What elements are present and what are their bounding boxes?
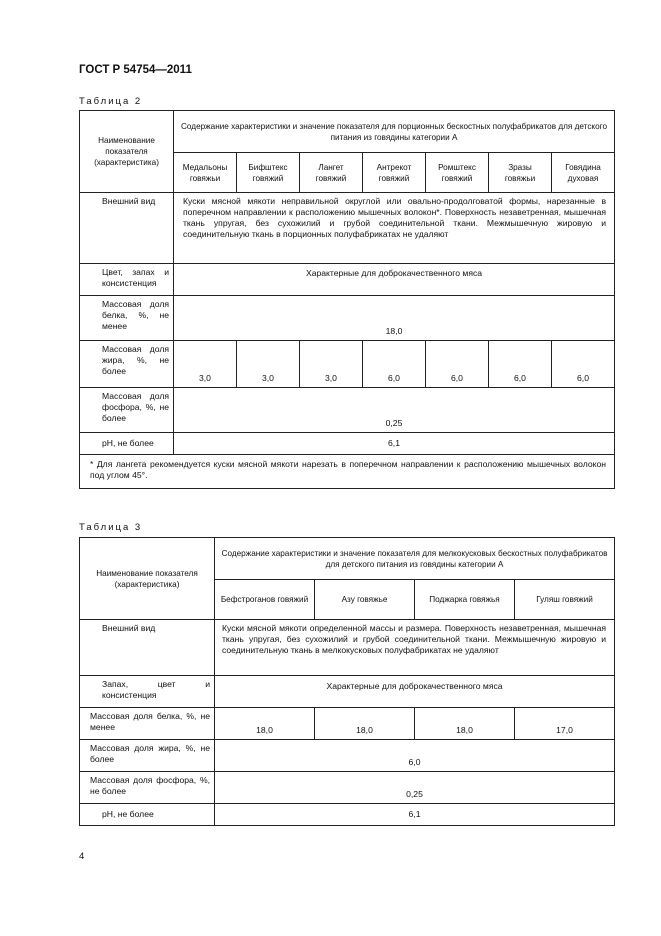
t3-product-header: Поджарка говяжья	[415, 580, 515, 620]
t3-phosphorus-value: 0,25	[215, 772, 615, 804]
t2-product-header: Ромштекс говяжий	[426, 153, 489, 193]
t3-row-label: Массовая доля фосфора, %, не более	[80, 772, 215, 804]
t2-product-header: Лангет говяжий	[300, 153, 363, 193]
t2-product-header: Бифштекс говяжий	[237, 153, 300, 193]
t2-protein-value: 18,0	[174, 296, 615, 341]
t2-fat-value: 6,0	[489, 341, 552, 388]
t3-row-label: Массовая доля белка, %, не менее	[80, 708, 215, 740]
t2-fat-value: 6,0	[552, 341, 615, 388]
t3-indicator-header: Наименование показателя (характеристика)	[80, 538, 215, 620]
table-2	[79, 110, 615, 489]
t2-ph-value: 6,1	[174, 433, 615, 455]
t3-product-header: Бефстроганов говяжий	[215, 580, 315, 620]
t2-footnote: * Для лангета рекомендуется куски мясной мякоти нарезать в поперечном направлении к расположению мышечных волокон под углом 45°.	[80, 455, 615, 489]
t2-product-header: Зразы говяжьи	[489, 153, 552, 193]
t3-row-label: рН, не более	[80, 804, 215, 826]
t2-group-header: Содержание характеристики и значение показателя для порционных бескостных полуфабрикатов для детского питания из говядины категории А	[174, 111, 615, 153]
t2-row-label: Массовая доля фосфора, %, не более	[80, 388, 174, 433]
t3-row-label: Массовая доля жира, %, не более	[80, 740, 215, 772]
t2-indicator-header: Наименование показателя (характеристика)	[80, 111, 174, 193]
t2-product-header: Медальоны говяжьи	[174, 153, 237, 193]
t2-product-header: Говядина духовая	[552, 153, 615, 193]
t3-product-header: Азу говяжье	[315, 580, 415, 620]
t2-row-label: Массовая доля белка, %, не менее	[80, 296, 174, 341]
t3-protein-value: 17,0	[515, 708, 615, 740]
table2-caption: Таблица 2	[79, 96, 143, 107]
table3-caption: Таблица 3	[79, 522, 143, 533]
t3-row-label: Запах, цвет и консистенция	[80, 676, 215, 708]
t2-fat-value: 3,0	[237, 341, 300, 388]
t3-group-header: Содержание характеристики и значение показателя для мелкокусковых бескостных полуфабрикатов для детского питания из говядины категории А	[215, 538, 615, 580]
t2-fat-value: 3,0	[174, 341, 237, 388]
t2-row-label: рН, не более	[80, 433, 174, 455]
t3-row-label: Внешний вид	[80, 620, 215, 676]
t2-product-header: Антрекот говяжий	[363, 153, 426, 193]
t2-fat-value: 6,0	[363, 341, 426, 388]
t2-color-value: Характерные для доброкачественного мяса	[174, 264, 615, 296]
document-code: ГОСТ Р 54754—2011	[79, 64, 192, 76]
t2-row-label: Массовая доля жира, %, не более	[80, 341, 174, 388]
t2-row-label: Цвет, запах и консистенция	[80, 264, 174, 296]
t3-appearance-value: Куски мясной мякоти определенной массы и размера. Поверхность незаветренная, мышечная ткань упругая, без сухожилий и грубой соединительной ткани. Межмышечную жировую и соединительную ткань в мелкокусковых полуфабрикатах не удаляют	[215, 620, 615, 676]
t3-protein-value: 18,0	[315, 708, 415, 740]
t3-product-header: Гуляш говяжий	[515, 580, 615, 620]
t2-row-label: Внешний вид	[80, 193, 174, 264]
t3-protein-value: 18,0	[415, 708, 515, 740]
t2-fat-value: 6,0	[426, 341, 489, 388]
t2-phosphorus-value: 0,25	[174, 388, 615, 433]
t2-appearance-value: Куски мясной мякоти неправильной округлой или овально-продолговатой формы, нарезанные в поперечном направлении к расположению мышечных волокон*. Поверхность незаветренная, мышечная ткань упругая, без сухожилий и грубой соединительной ткани. Межмышечную жировую и соединительную ткань в порционных полуфабрикатах не удаляют	[174, 193, 615, 264]
t3-smell-value: Характерные для доброкачественного мяса	[215, 676, 615, 708]
page-number: 4	[79, 851, 85, 862]
t2-fat-value: 3,0	[300, 341, 363, 388]
t3-protein-value: 18,0	[215, 708, 315, 740]
t3-fat-value: 6,0	[215, 740, 615, 772]
t3-ph-value: 6,1	[215, 804, 615, 826]
table-3	[79, 537, 615, 826]
